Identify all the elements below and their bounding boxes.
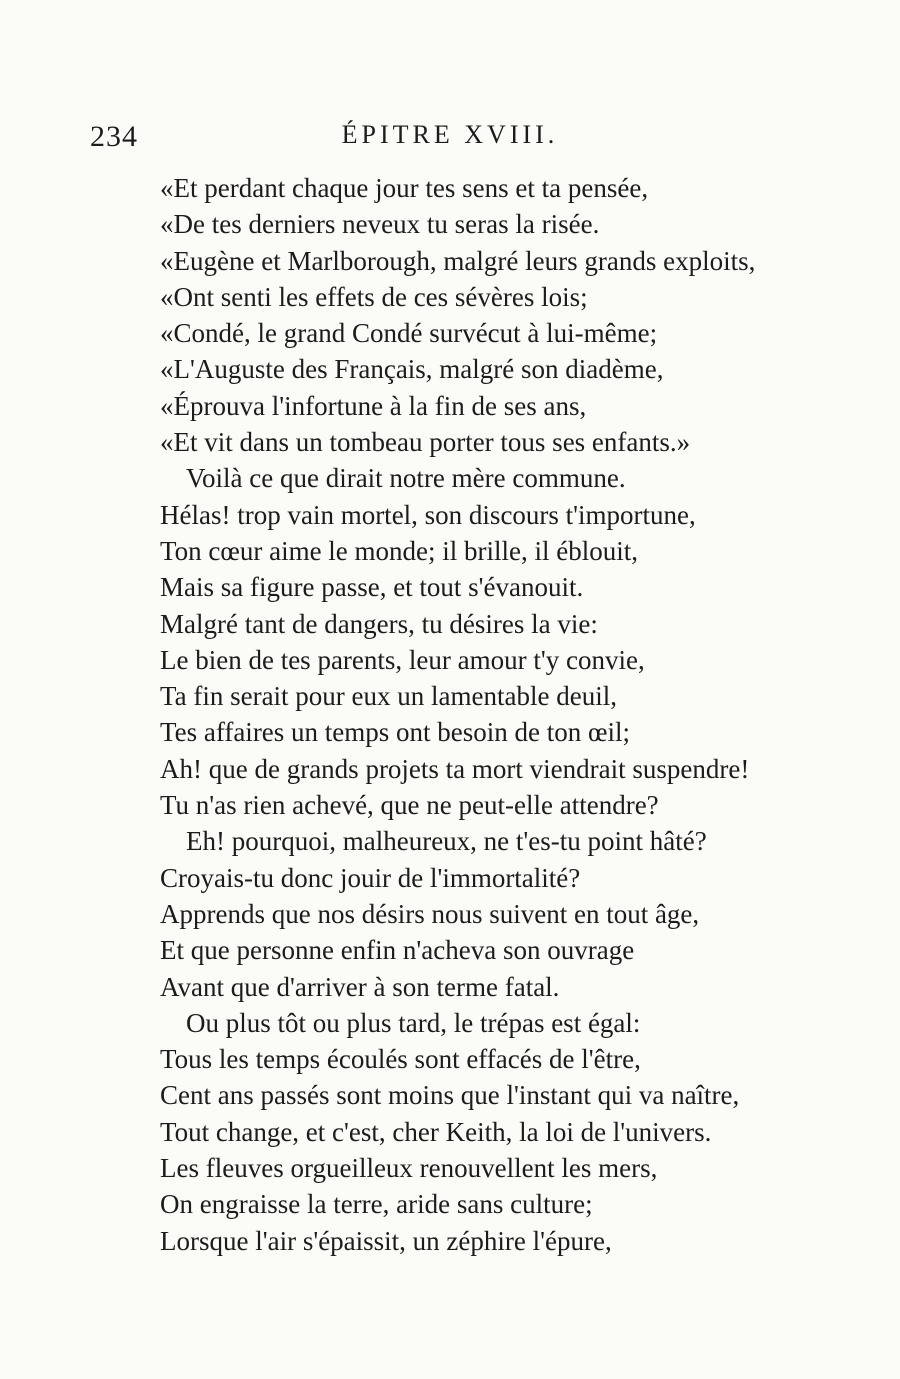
- verse-line: «De tes derniers neveux tu seras la risée.: [160, 209, 600, 240]
- verse-line: On engraisse la terre, aride sans culture;: [160, 1189, 593, 1220]
- verse-line: Ah! que de grands projets ta mort viendrait suspendre!: [160, 753, 750, 784]
- verse-line: Tes affaires un temps ont besoin de ton œil;: [160, 717, 631, 748]
- verse-line: Le bien de tes parents, leur amour t'y convie,: [160, 644, 645, 675]
- verse-line: «Ont senti les effets de ces sévères lois;: [160, 281, 588, 312]
- verse-line: «Eugène et Marlborough, malgré leurs grands exploits,: [160, 245, 756, 276]
- verse-line: «Condé, le grand Condé survécut à lui-même;: [160, 318, 658, 349]
- running-head: [90, 120, 810, 160]
- verse-line: Tu n'as rien achevé, que ne peut-elle attendre?: [160, 790, 659, 821]
- verse-line: Tout change, et c'est, cher Keith, la loi de l'univers.: [160, 1116, 712, 1147]
- verse-line: Malgré tant de dangers, tu désires la vie:: [160, 608, 598, 639]
- page-number: 234: [90, 120, 138, 153]
- verse-line: Mais sa figure passe, et tout s'évanouit.: [160, 572, 584, 603]
- verse-line: «L'Auguste des Français, malgré son diadème,: [160, 354, 664, 385]
- verse-line: Croyais-tu donc jouir de l'immortalité?: [160, 862, 581, 893]
- verse-line: Tous les temps écoulés sont effacés de l'être,: [160, 1044, 641, 1075]
- verse-line: Avant que d'arriver à son terme fatal.: [160, 971, 560, 1002]
- verse-line: Ton cœur aime le monde; il brille, il éblouit,: [160, 535, 638, 566]
- verse-line: Les fleuves orgueilleux renouvellent les mers,: [160, 1153, 658, 1184]
- verse-body: [160, 170, 840, 1259]
- verse-line: «Et perdant chaque jour tes sens et ta pensée,: [160, 173, 649, 203]
- verse-line: Cent ans passés sont moins que l'instant qui va naître,: [160, 1080, 740, 1111]
- verse-line: Lorsque l'air s'épaissit, un zéphire l'épure,: [160, 1225, 612, 1256]
- verse-line: Et que personne enfin n'acheva son ouvrage: [160, 935, 635, 966]
- verse-line: «Et vit dans un tombeau porter tous ses enfants.»: [160, 427, 691, 458]
- verse-line: Hélas! trop vain mortel, son discours t'importune,: [160, 499, 696, 530]
- verse-line: «Éprouva l'infortune à la fin de ses ans,: [160, 390, 587, 421]
- running-title: ÉPITRE XVIII.: [341, 120, 559, 149]
- verse-line: Apprends que nos désirs nous suivent en tout âge,: [160, 898, 700, 929]
- verse-line: Voilà ce que dirait notre mère commune.: [186, 463, 626, 494]
- verse-line: Eh! pourquoi, malheureux, ne t'es-tu point hâté?: [186, 826, 707, 857]
- verse-line: Ou plus tôt ou plus tard, le trépas est égal:: [186, 1007, 641, 1038]
- verse-line: Ta fin serait pour eux un lamentable deuil,: [160, 681, 617, 712]
